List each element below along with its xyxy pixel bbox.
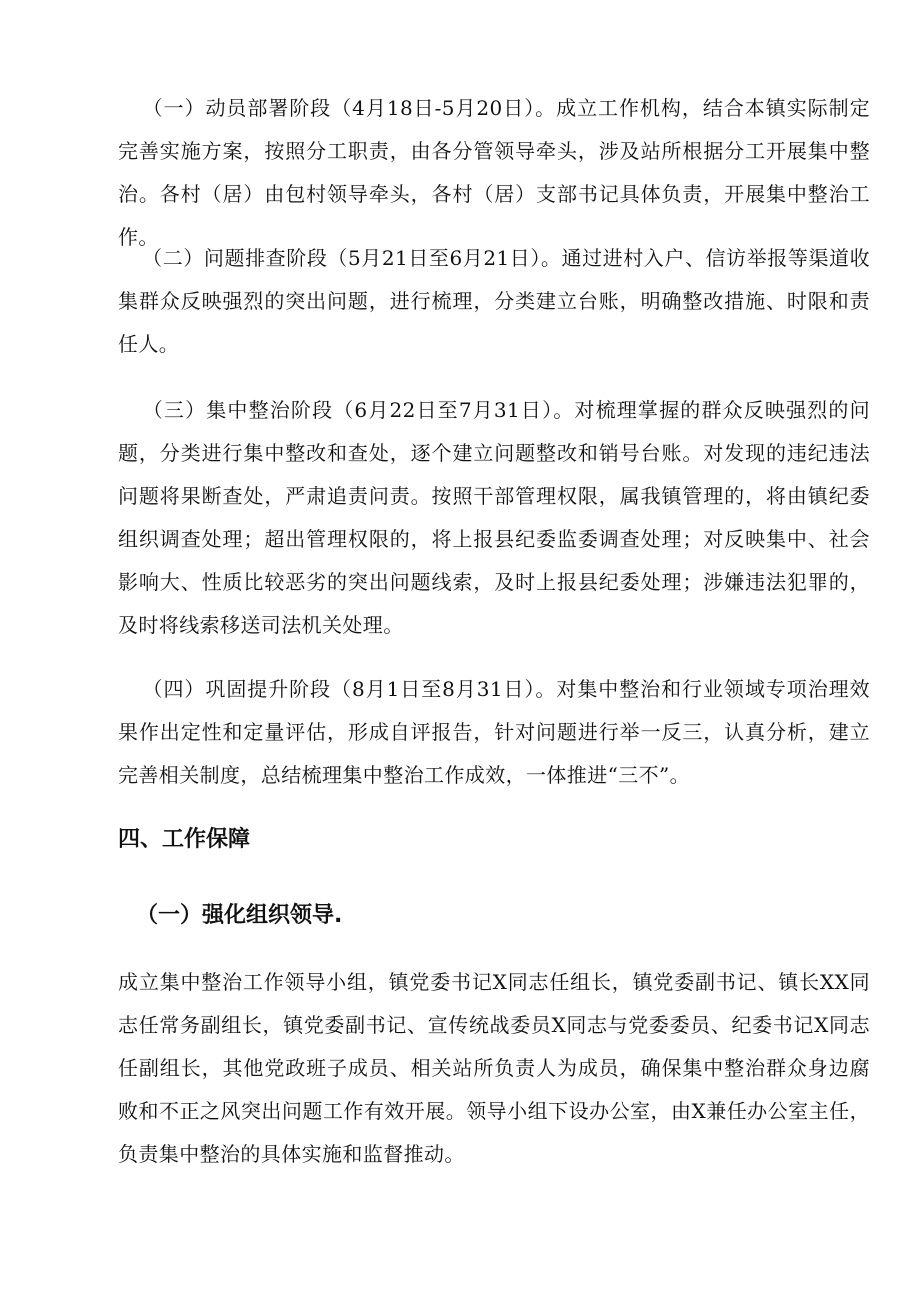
paragraph-stage-2-text: （二）问题排查阶段（5月21日至6月21日）。通过进村入户、信访举报等渠道收集群众反映强烈的突出问题，进行梳理，分类建立台账，明确整改措施、时限和责任人。 xyxy=(118,246,871,356)
paragraph-leadership-text: 成立集中整治工作领导小组，镇党委书记X同志任组长，镇党委副书记、镇长XX同志任常务副组长，镇党委副书记、宣传统战委员X同志与党委委员、纪委书记X同志任副组长，其他党政班子成员、相关站所负责人为成员，确保集中整治群众身边腐败和不正之风突出问题工作有效开展。领导小组下设办公室，由X兼任办公室主任，负责集中整治的具体实施和监督推动。 xyxy=(118,970,870,1166)
paragraph-stage-2 xyxy=(118,237,870,366)
paragraph-stage-3-text: （三）集中整治阶段（6月22日至7月31日）。对梳理掌握的群众反映强烈的问题，分类进行集中整改和查处，逐个建立问题整改和销号台账。对发现的违纪违法问题将果断查处，严肃追责问责。按照干部管理权限，属我镇管理的，将由镇纪委组织调查处理；超出管理权限的，将上报县纪委监委调查处理；对反映集中、社会影响大、性质比较恶劣的突出问题线索，及时上报县纪委处理；涉嫌违法犯罪的，及时将线索移送司法机关处理。 xyxy=(118,398,870,637)
paragraph-leadership xyxy=(118,961,870,1176)
paragraph-stage-4-text: （四）巩固提升阶段（8月1日至8月31日）。对集中整治和行业领域专项治理效果作出定性和定量评估，形成自评报告，针对问题进行举一反三，认真分析，建立完善相关制度，总结梳理集中整治工作成效，一体推进“三不”。 xyxy=(118,677,870,787)
subsection-heading: （一）强化组织领导. xyxy=(136,903,343,928)
paragraph-stage-1-text: （一）动员部署阶段（4月18日-5月20日）。成立工作机构，结合本镇实际制定完善实施方案，按照分工职责，由各分管领导牵头，涉及站所根据分工开展集中整治。各村（居）由包村领导牵头，各村（居）支部书记具体负责，开展集中整治工作。 xyxy=(118,96,870,249)
section-heading: 四、工作保障 xyxy=(118,827,251,852)
paragraph-stage-4 xyxy=(118,668,870,797)
paragraph-stage-1 xyxy=(118,87,870,259)
paragraph-stage-3 xyxy=(118,389,870,647)
